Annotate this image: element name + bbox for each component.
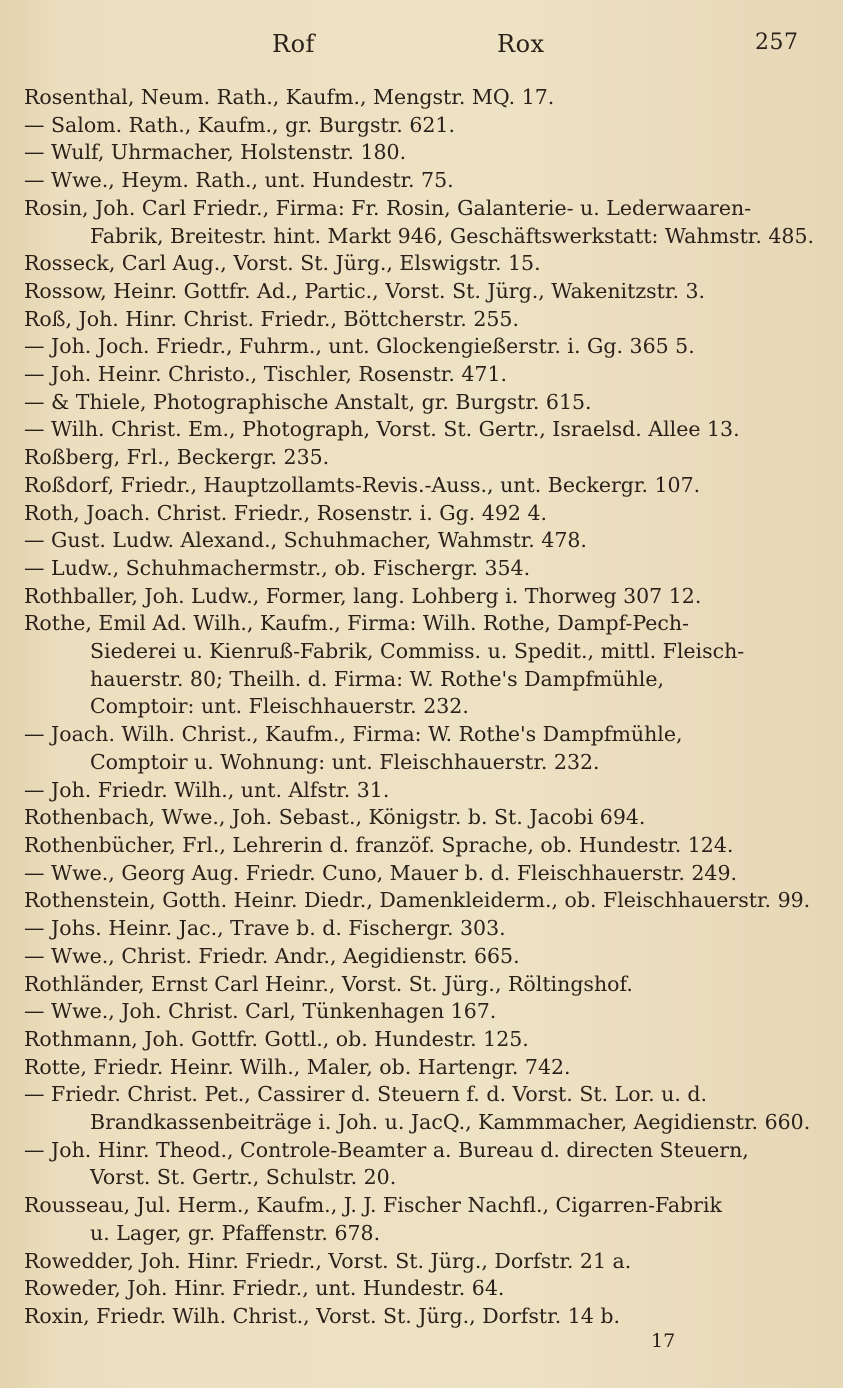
directory-entry [24,804,830,832]
entry-continuation-line: u. Lager, gr. Pfaffenstr. 678. [90,1220,381,1245]
entry-continuation-line: Comptoir u. Wohnung: unt. Fleischhauerstr. 232. [90,749,600,774]
entry-line: — Joh. Friedr. Wilh., unt. Alfstr. 31. [24,777,390,802]
page-number: 257 [755,30,799,55]
entry-line: Rosenthal, Neum. Rath., Kaufm., Mengstr. MQ. 17. [24,85,555,109]
entry-line: Rothländer, Ernst Carl Heinr., Vorst. St. Jürg., Röltingshof. [24,971,633,996]
entry-line: — Salom. Rath., Kaufm., gr. Burgstr. 621. [24,112,455,137]
entry-continuation-line: Comptoir: unt. Fleischhauerstr. 232. [90,694,469,719]
directory-entry [24,943,830,971]
entry-line: Roxin, Friedr. Wilh. Christ., Vorst. St. Jürg., Dorfstr. 14 b. [24,1303,620,1328]
directory-entry [24,389,830,417]
directory-entry [24,1081,830,1136]
directory-entry [24,915,830,943]
entry-line: Rosin, Joh. Carl Friedr., Firma: Fr. Rosin, Galanterie- u. Lederwaaren- [24,195,752,220]
directory-entry [24,1026,830,1054]
directory-entry [24,610,830,721]
directory-entry [24,306,830,334]
entry-line: — Wilh. Christ. Em., Photograph, Vorst. St. Gertr., Israelsd. Allee 13. [24,417,740,442]
directory-entry [24,777,830,805]
entry-line: — Wwe., Christ. Friedr. Andr., Aegidienstr. 665. [24,943,520,968]
directory-entry [24,971,830,999]
entry-continuation-line: Fabrik, Breitestr. hint. Markt 946, Geschäftswerkstatt: Wahmstr. 485. [90,223,815,248]
entry-line: Rothenstein, Gotth. Heinr. Diedr., Damenkleiderm., ob. Fleischhauerstr. 99. [24,888,811,913]
entry-line: Rotte, Friedr. Heinr. Wilh., Maler, ob. Hartengr. 742. [24,1054,571,1079]
directory-entry [24,361,830,389]
directory-entry [24,860,830,888]
entry-line: Rothenbach, Wwe., Joh. Sebast., Königstr. b. St. Jacobi 694. [24,805,646,830]
directory-entry [24,112,830,140]
header-right-keyword: Rox [497,30,545,58]
directory-entry [24,416,830,444]
entry-line: — Wwe., Joh. Christ. Carl, Tünkenhagen 167. [24,999,497,1024]
entry-line: — Joh. Hinr. Theod., Controle-Beamter a. Bureau d. directen Steuern, [24,1137,749,1162]
directory-entry [24,167,830,195]
entry-line: — Joach. Wilh. Christ., Kaufm., Firma: W. Rothe's Dampfmühle, [24,722,683,747]
entry-line: Rothe, Emil Ad. Wilh., Kaufm., Firma: Wilh. Rothe, Dampf-Pech- [24,611,689,636]
entry-continuation-line: Vorst. St. Gertr., Schulstr. 20. [90,1165,397,1190]
directory-entries [24,84,830,1331]
entry-continuation-line: hauerstr. 80; Theilh. d. Firma: W. Rothe's Dampfmühle, [90,666,664,691]
directory-entry [24,1192,830,1247]
entry-line: Rossow, Heinr. Gottfr. Ad., Partic., Vorst. St. Jürg., Wakenitzstr. 3. [24,278,706,303]
directory-entry [24,887,830,915]
entry-line: Rothmann, Joh. Gottfr. Gottl., ob. Hundestr. 125. [24,1026,529,1051]
directory-entry [24,500,830,528]
directory-entry [24,555,830,583]
directory-entry [24,721,830,776]
entry-line: — Johs. Heinr. Jac., Trave b. d. Fischergr. 303. [24,916,506,941]
entry-continuation-line: Siederei u. Kienruß-Fabrik, Commiss. u. Spedit., mittl. Fleisch- [90,639,745,664]
entry-continuation-line: Brandkassenbeiträge i. Joh. u. JacQ., Kammmacher, Aegidienstr. 660. [90,1110,811,1135]
entry-line: Rosseck, Carl Aug., Vorst. St. Jürg., Elswigstr. 15. [24,251,541,276]
entry-line: Rowedder, Joh. Hinr. Friedr., Vorst. St. Jürg., Dorfstr. 21 a. [24,1248,632,1273]
directory-entry [24,1248,830,1276]
entry-line: Rothenbücher, Frl., Lehrerin d. franzöf. Sprache, ob. Hundestr. 124. [24,832,734,857]
sheet-signature: 17 [651,1330,676,1352]
entry-line: — Joh. Heinr. Christo., Tischler, Rosenstr. 471. [24,362,508,387]
directory-entry [24,195,830,250]
directory-entry [24,472,830,500]
directory-entry [24,333,830,361]
entry-line: Roßdorf, Friedr., Hauptzollamts-Revis.-Auss., unt. Beckergr. 107. [24,472,701,497]
entry-line: Roßberg, Frl., Beckergr. 235. [24,445,330,470]
entry-line: Rothballer, Joh. Ludw., Former, lang. Lohberg i. Thorweg 307 12. [24,583,702,608]
directory-entry [24,84,830,112]
entry-line: — Wwe., Heym. Rath., unt. Hundestr. 75. [24,168,454,193]
directory-entry [24,832,830,860]
entry-line: — Joh. Joch. Friedr., Fuhrm., unt. Glockengießerstr. i. Gg. 365 5. [24,334,695,359]
entry-line: Roß, Joh. Hinr. Christ. Friedr., Böttcherstr. 255. [24,306,519,331]
directory-entry [24,1137,830,1192]
directory-entry [24,250,830,278]
entry-line: — Wulf, Uhrmacher, Holstenstr. 180. [24,140,407,165]
entry-line: — & Thiele, Photographische Anstalt, gr. Burgstr. 615. [24,389,592,414]
page-header [0,30,843,70]
entry-line: Roweder, Joh. Hinr. Friedr., unt. Hundestr. 64. [24,1276,505,1301]
directory-entry [24,278,830,306]
directory-entry [24,527,830,555]
entry-line: Roth, Joach. Christ. Friedr., Rosenstr. i. Gg. 492 4. [24,500,548,525]
directory-entry [24,444,830,472]
directory-entry [24,1303,830,1331]
entry-line: Rousseau, Jul. Herm., Kaufm., J. J. Fischer Nachfl., Cigarren-Fabrik [24,1193,722,1218]
directory-entry [24,998,830,1026]
directory-entry [24,583,830,611]
directory-entry [24,1275,830,1303]
header-left-keyword: Rof [272,30,315,58]
entry-line: — Gust. Ludw. Alexand., Schuhmacher, Wahmstr. 478. [24,528,587,553]
entry-line: — Ludw., Schuhmachermstr., ob. Fischergr. 354. [24,555,531,580]
directory-entry [24,1054,830,1082]
entry-line: — Friedr. Christ. Pet., Cassirer d. Steuern f. d. Vorst. St. Lor. u. d. [24,1082,708,1107]
directory-entry [24,139,830,167]
entry-line: — Wwe., Georg Aug. Friedr. Cuno, Mauer b. d. Fleischhauerstr. 249. [24,860,738,885]
